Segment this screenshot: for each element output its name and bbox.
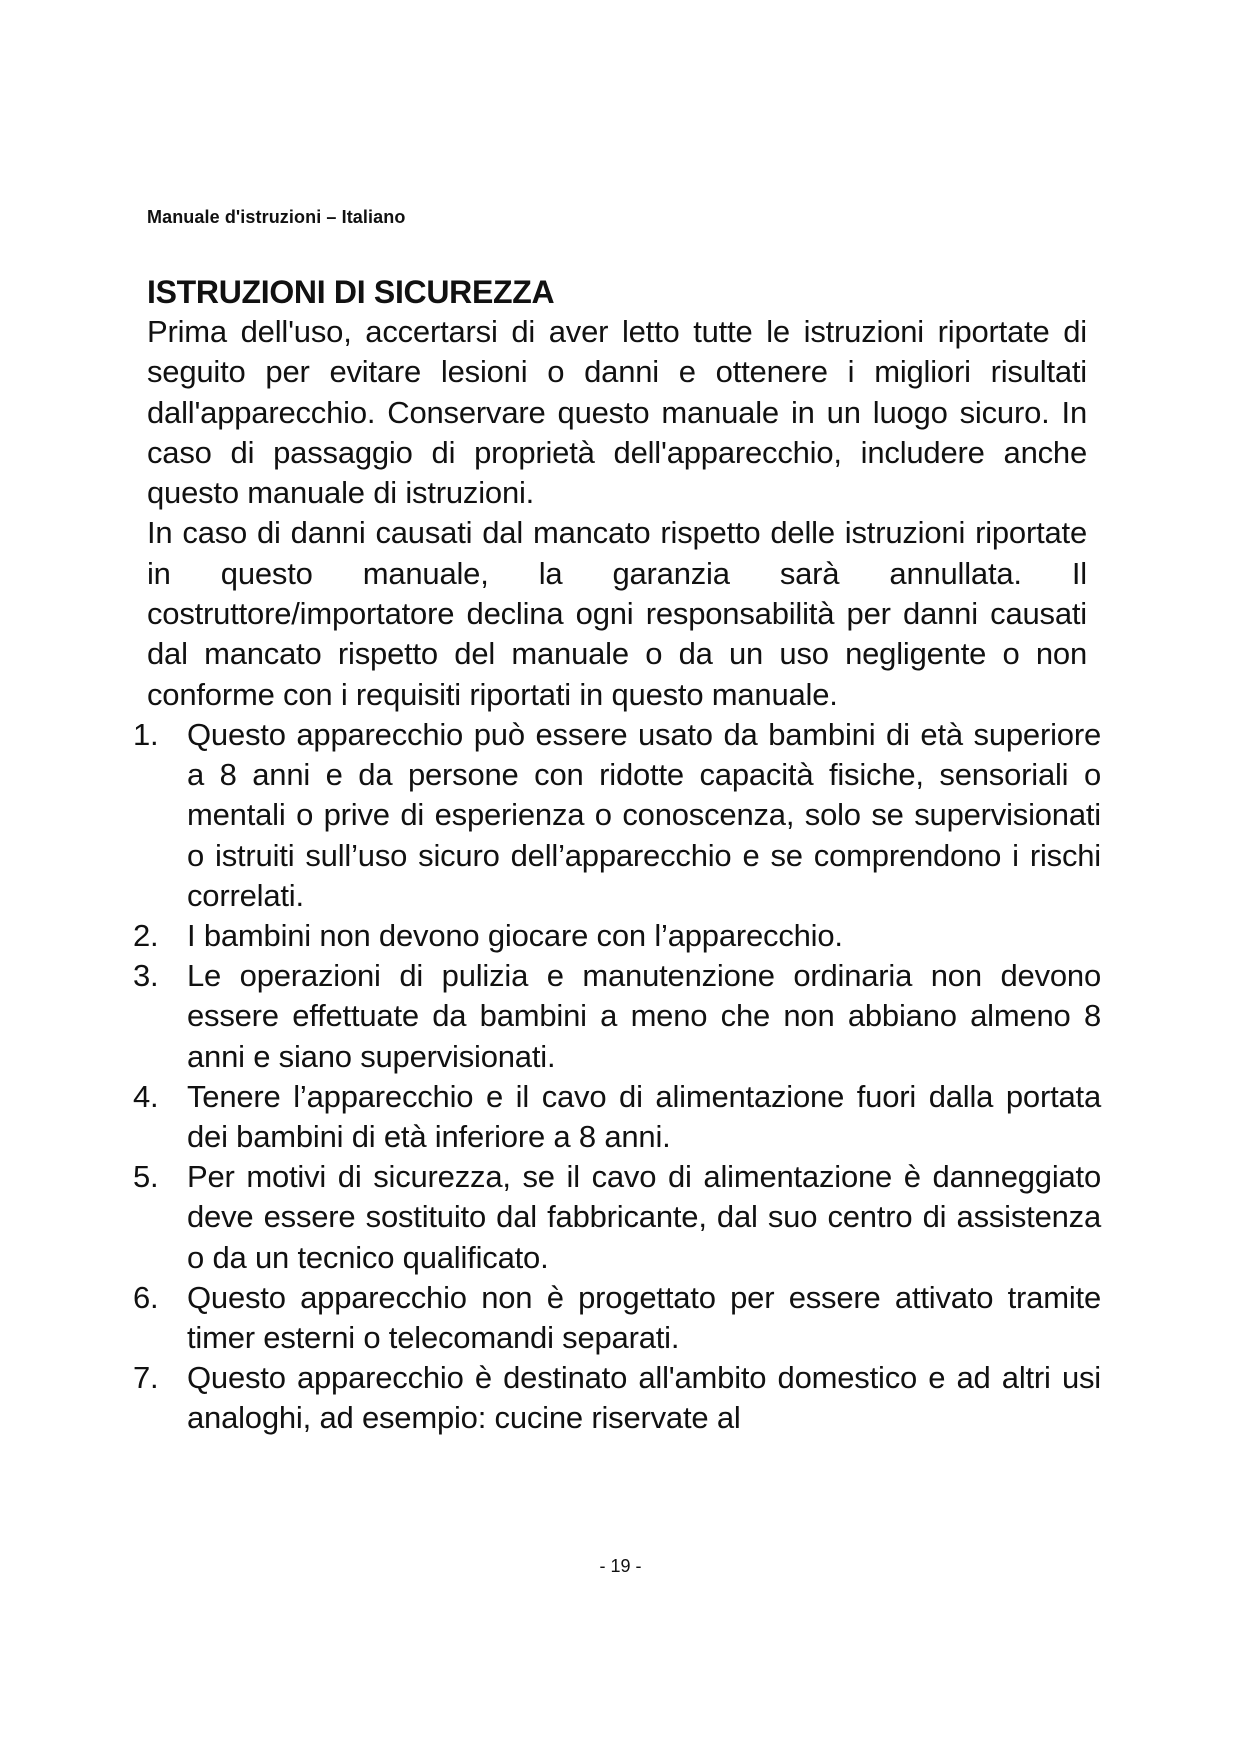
- list-item: [133, 1157, 1101, 1278]
- page-header: Manuale d'istruzioni – Italiano: [147, 207, 406, 227]
- list-item-text: Questo apparecchio non è progettato per essere attivato tramite timer esterni o telecomandi separati.: [187, 1279, 1101, 1356]
- safety-section: [133, 272, 1101, 1439]
- list-item: [133, 715, 1101, 916]
- list-item-text: Tenere l’apparecchio e il cavo di alimentazione fuori dalla portata dei bambini di età inferiore a 8 anni.: [187, 1078, 1101, 1154]
- list-item-text: Per motivi di sicurezza, se il cavo di alimentazione è danneggiato deve essere sostituito dal fabbricante, dal suo centro di assistenza o da un tecnico qualificato.: [187, 1159, 1101, 1275]
- list-item-number: 7.: [133, 1360, 159, 1396]
- list-item: [133, 956, 1101, 1077]
- list-item-number: 5.: [133, 1159, 159, 1195]
- list-item-number: 3.: [133, 958, 159, 994]
- warranty-paragraph: In caso di danni causati dal mancato rispetto delle istruzioni riportate in questo manuale, la garanzia sarà annullata. Il costruttore/importatore declina ogni responsabilità per danni causati dal mancato rispetto del manuale o da un uso negligente o non conforme con i requisiti riportati in questo manuale.: [147, 515, 1087, 712]
- list-item-text: Questo apparecchio è destinato all'ambito domestico e ad altri usi analoghi, ad esempio: cucine riservate al: [187, 1360, 1101, 1436]
- list-item: [133, 1278, 1101, 1358]
- section-title: ISTRUZIONI DI SICUREZZA: [147, 274, 555, 310]
- list-item-number: 6.: [133, 1279, 159, 1315]
- list-item-text: Le operazioni di pulizia e manutenzione ordinaria non devono essere effettuate da bambini a meno che non abbiano almeno 8 anni e siano supervisionati.: [187, 958, 1101, 1074]
- page-number: - 19 -: [599, 1556, 642, 1576]
- list-item-text: Questo apparecchio può essere usato da bambini di età superiore a 8 anni e da persone con ridotte capacità fisiche, sensoriali o mentali o prive di esperienza o conoscenza, solo se supervisionati o istruiti sull’uso sicuro dell’apparecchio e se comprendono i rischi correlati.: [187, 716, 1101, 913]
- list-item-text: I bambini non devono giocare con l’apparecchio.: [187, 917, 843, 953]
- list-item: [133, 1358, 1101, 1438]
- list-item-number: 2.: [133, 917, 159, 953]
- list-item-number: 4.: [133, 1078, 159, 1114]
- safety-list: [133, 715, 1101, 1439]
- list-item: [133, 1077, 1101, 1157]
- list-item-number: 1.: [133, 716, 159, 752]
- intro-paragraph: Prima dell'uso, accertarsi di aver letto tutte le istruzioni riportate di seguito per evitare lesioni o danni e ottenere i migliori risultati dall'apparecchio. Conservare questo manuale in un luogo sicuro. In caso di passaggio di proprietà dell'apparecchio, includere anche questo manuale di istruzioni.: [147, 314, 1087, 511]
- list-item: [133, 916, 1101, 956]
